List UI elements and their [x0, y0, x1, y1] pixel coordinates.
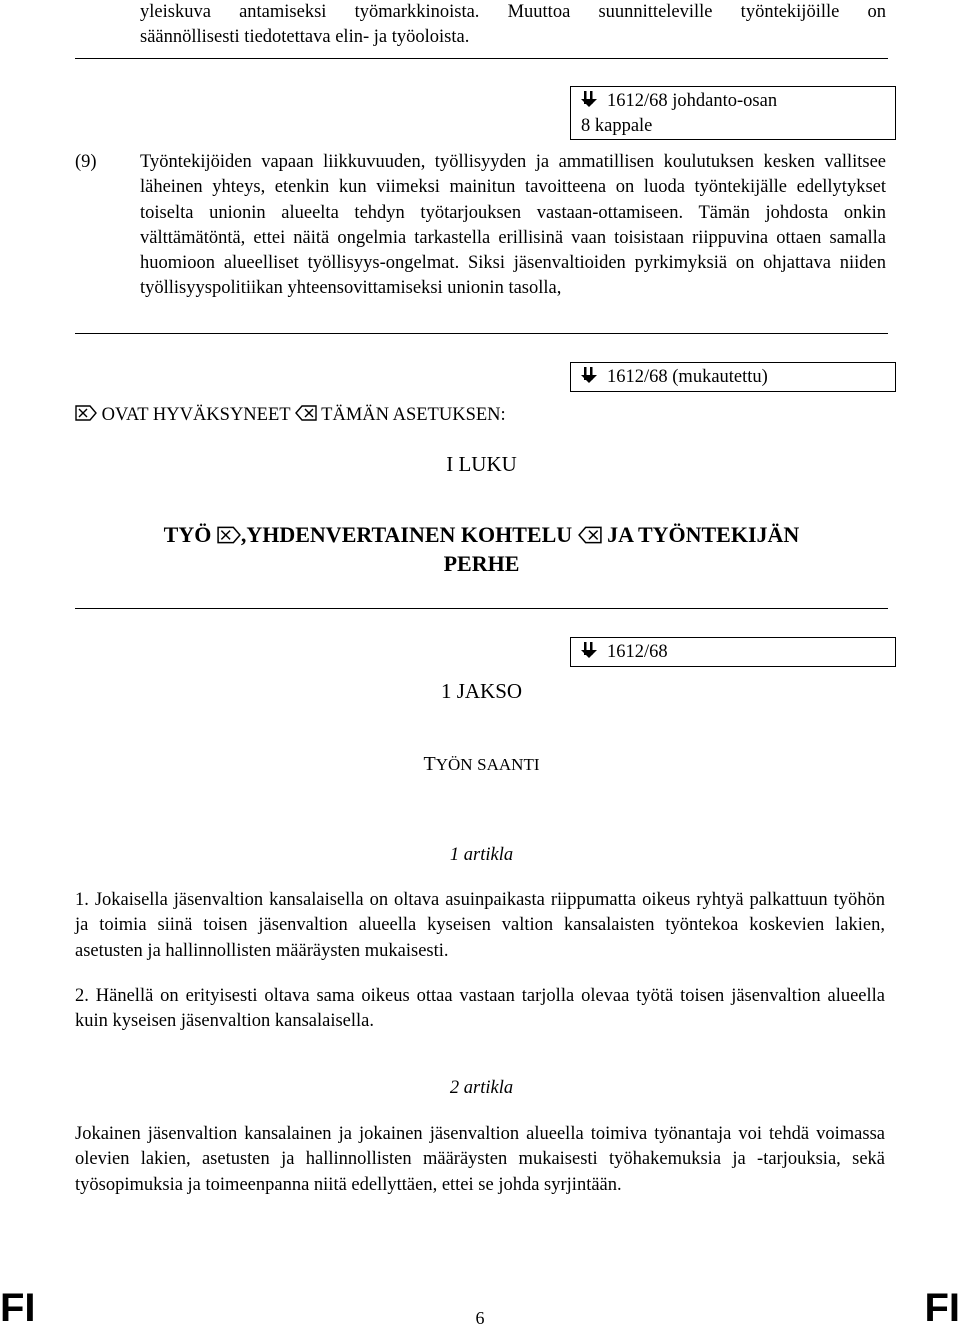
- chapter-title: I LUKU: [446, 452, 517, 476]
- source-box-1-line1: 1612/68 johdanto-osan: [607, 91, 778, 111]
- article-1-heading: 1 artikla: [449, 845, 514, 865]
- footer-language-left: FI: [0, 1286, 36, 1330]
- footer-language-right: FI: [924, 1286, 960, 1330]
- article-1-paragraph-2: 2. Hänellä on erityisesti oltava sama oikeus ottaa vastaan tarjolla olevaa työtä toisen jäsenvaltion alueella kuin kyseisen jäsenvaltion kansalaisella.: [75, 986, 885, 1032]
- source-box-2: [570, 362, 896, 392]
- article-2-heading: 2 artikla: [449, 1078, 514, 1098]
- arrow-down-icon: [581, 641, 599, 659]
- article-1-paragraph-1: 1. Jokaisella jäsenvaltion kansalaisella on oltava asuinpaikasta riippumatta oikeus ryhtyä palkattuun työhön ja toimia siinä toisen jäsenvaltion alueella kyseisen valtion kansalaisten työntekoa koskevien lakien, asetusten ja hallinnollisten määräysten mukaisesti.: [75, 890, 885, 961]
- source-box-1: [570, 86, 896, 140]
- adopted-line: [75, 402, 506, 428]
- recital-text: Työntekijöiden vapaan liikkuvuuden, työllisyyden ja ammatillisen koulutuksen kesken vallitsee läheinen yhteys, etenkin kun viimeksi mainitun tavoitteena on luoda työntekijälle edellytykset toiselta unionin alueelta tehdyn työtarjouksen vastaan-ottamiseen. Tämän johdosta onkin välttämätöntä, ettei näitä ongelmia tarkastella erillisinä vaan toisistaan riippuvina ottaen samalla huomioon alueelliset työllisyys-ongelmat. Siksi jäsenvaltioiden pyrkimyksiä on ohjattava niiden työllisyyspolitiikan yhteensovittamiseksi unionin tasolla,: [140, 152, 886, 299]
- section-subtitle: TYÖN SAANTI: [423, 753, 540, 775]
- top-paragraph: [140, 0, 886, 51]
- recital-number: (9): [75, 152, 97, 172]
- arrow-down-icon: [581, 90, 599, 108]
- top-paragraph-line2: säännöllisesti tiedotettava elin- ja työoloista.: [140, 27, 470, 48]
- source-box-3: [570, 637, 896, 667]
- adopted-part2: TÄMÄN ASETUKSEN:: [321, 405, 506, 425]
- divider-1: [75, 58, 888, 59]
- source-box-3-text: 1612/68: [607, 642, 668, 662]
- divider-3: [75, 608, 888, 609]
- page-number: 6: [475, 1308, 485, 1328]
- source-box-2-text: 1612/68 (mukautettu): [607, 367, 768, 387]
- top-paragraph-line1: yleiskuva antamiseksi työmarkkinoista. Muuttoa suunnitteleville työntekijöille on: [140, 2, 886, 22]
- arrow-down-icon: [581, 366, 599, 384]
- main-title-line1: TYÖ ,YHDENVERTAINEN KOHTELU JA TYÖNTEKIJÄN: [163, 522, 800, 547]
- divider-2: [75, 333, 888, 334]
- article-2-paragraph-1: Jokainen jäsenvaltion kansalainen ja jokainen jäsenvaltion alueella toimiva työnantaja voi tehdä voimassa olevien lakien, asetusten ja hallinnollisten määräysten mukaisesti työhakemuksia ja -tarjouksia, sekä työsopimuksia ja toimeenpanna niitä edellyttäen, ettei se johda syrjintään.: [75, 1124, 885, 1195]
- insert-mark-icon: [217, 526, 241, 544]
- main-title-line2: PERHE: [443, 551, 520, 576]
- delete-mark-icon: [295, 405, 317, 421]
- section-title: 1 JAKSO: [440, 679, 523, 703]
- main-title: [75, 520, 888, 578]
- delete-mark-icon: [578, 526, 602, 544]
- source-box-1-line2: 8 kappale: [581, 116, 653, 136]
- insert-mark-icon: [75, 405, 97, 421]
- adopted-part1: OVAT HYVÄKSYNEET: [101, 405, 291, 425]
